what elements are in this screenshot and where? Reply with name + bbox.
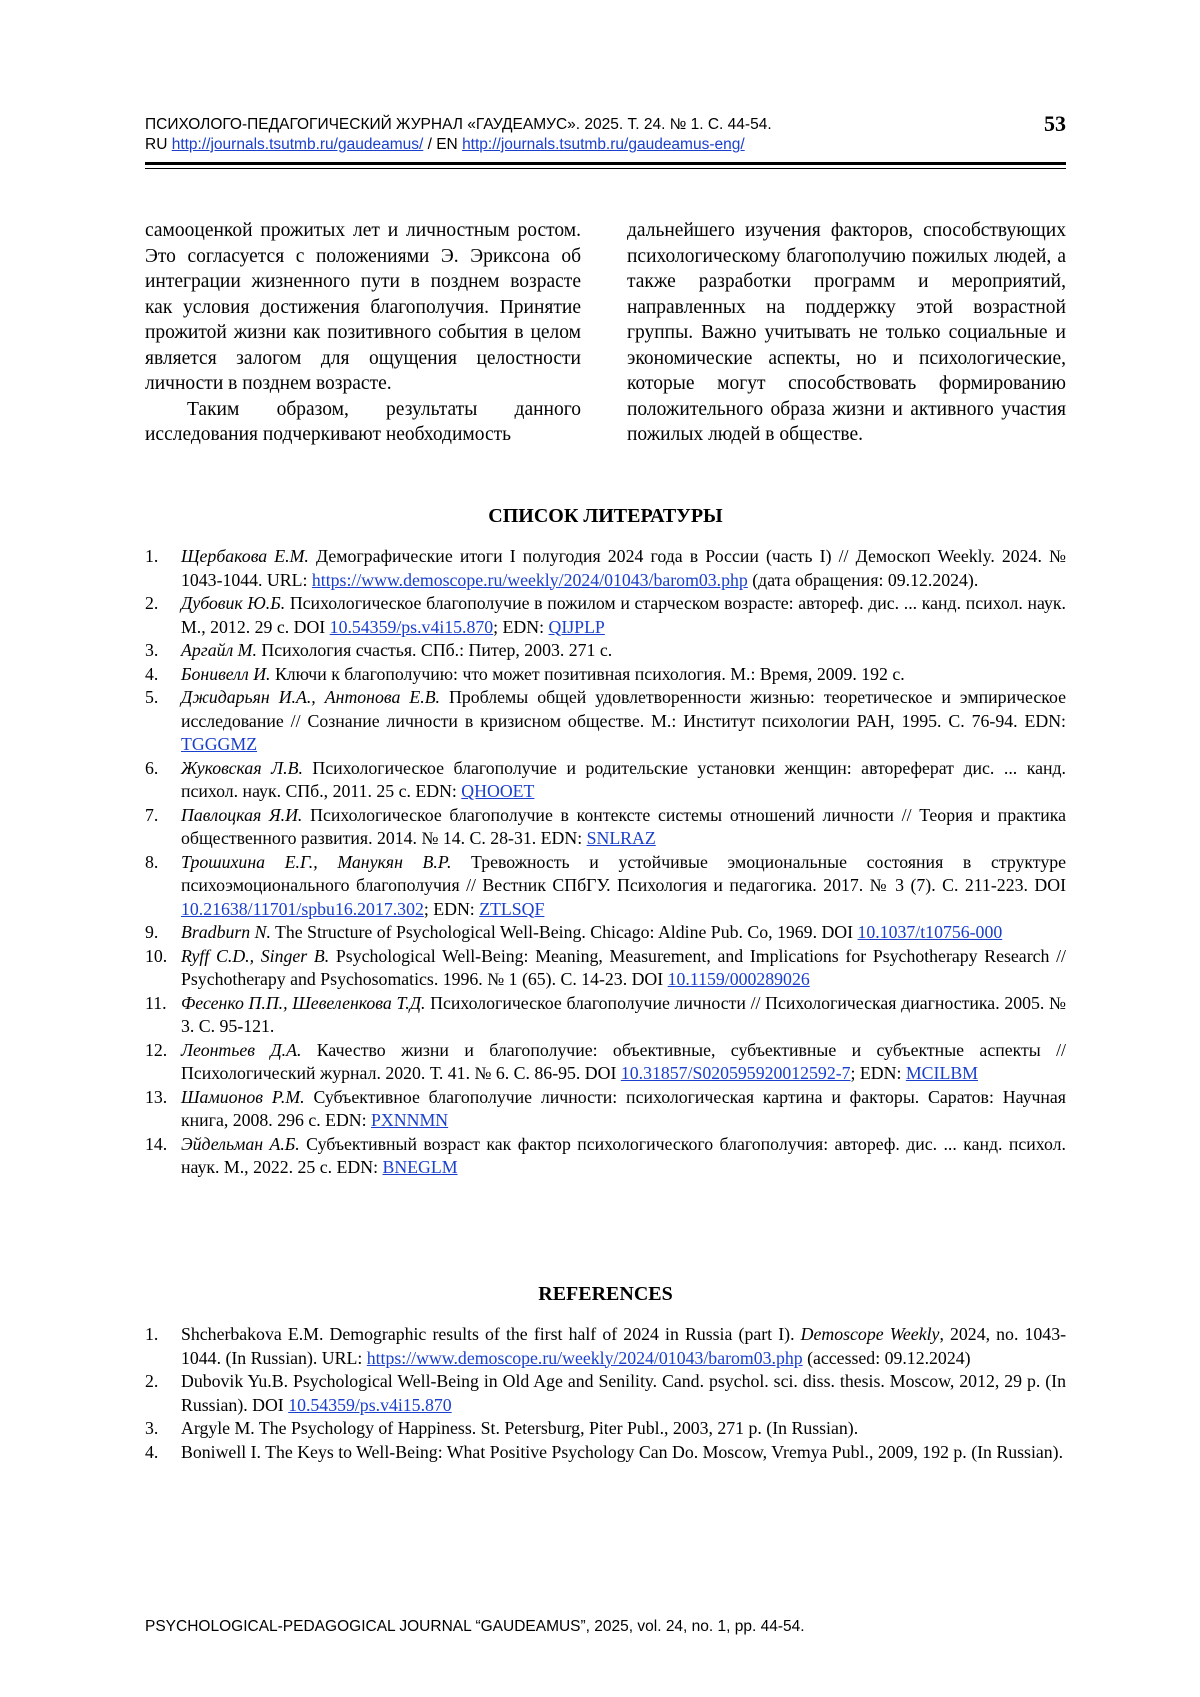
reference-link[interactable]: 10.54359/ps.v4i15.870: [329, 616, 494, 637]
reference-number: 11.: [145, 992, 167, 1013]
reference-item: [145, 804, 1066, 851]
reference-author: Павлоцкая Я.И.: [181, 804, 303, 825]
en-references-list: [145, 1323, 1066, 1464]
reference-journal: Demoscope Weekly: [800, 1324, 940, 1344]
reference-link[interactable]: https://www.demoscope.ru/weekly/2024/01043/barom03.php: [366, 1347, 803, 1368]
reference-item: [145, 1417, 1066, 1441]
reference-item: [145, 992, 1066, 1039]
reference-number: 10.: [145, 945, 168, 966]
reference-number: 9.: [145, 922, 159, 942]
reference-tail: ; EDN:: [423, 898, 480, 919]
reference-link[interactable]: SNLRAZ: [586, 828, 656, 848]
reference-number: 4.: [145, 663, 159, 684]
ru-label: RU: [145, 136, 168, 153]
reference-text: Тревожность и устойчивые эмоциональные состояния в структуре психоэмоционального благополучия // Вестник СПбГУ. Психология и педагогика. 2017. № 3 (7). С. 211-223. DOI: [181, 851, 1066, 895]
reference-item: [145, 663, 1066, 687]
reference-author: Эйдельман А.Б.: [181, 1133, 300, 1154]
reference-author: Бонивелл И.: [181, 663, 271, 684]
reference-text: Субъективное благополучие личности: психологическая картина и факторы. Саратов: Научная книга, 2008. 296 с. EDN:: [181, 1086, 1066, 1130]
reference-number: 8.: [145, 851, 159, 872]
url-separator: / EN: [423, 136, 463, 153]
reference-link[interactable]: https://www.demoscope.ru/weekly/2024/01043/barom03.php: [311, 569, 748, 590]
reference-author: Трошихина Е.Г., Манукян В.Р.: [181, 851, 452, 872]
reference-number: 1.: [145, 546, 159, 566]
reference-tail: ; EDN:: [493, 616, 549, 637]
reference-item: [145, 1039, 1066, 1086]
reference-text: Argyle M. The Psychology of Happiness. St. Petersburg, Piter Publ., 2003, 271 p. (In Russian).: [181, 1418, 859, 1438]
ru-references-heading: СПИСОК ЛИТЕРАТУРЫ: [488, 505, 723, 527]
body-paragraph: дальнейшего изучения факторов, способствующих психологическому благополучию пожилых людей, а также разработки программ и мероприятий, направленных на поддержку этой возрастной группы. Важно учитывать не только социальные и экономические аспекты, но и психологические, которые могут способствовать формированию положительного образа жизни и активного участия пожилых людей в обществе.: [627, 220, 1066, 445]
reference-text: Shcherbakova E.M. Demographic results of the first half of 2024 in Russia (part I).: [181, 1324, 801, 1344]
reference-author: Шамионов Р.М.: [181, 1086, 305, 1107]
reference-link[interactable]: 10.54359/ps.v4i15.870: [288, 1394, 452, 1415]
reference-item: [145, 757, 1066, 804]
reference-item: [145, 851, 1066, 922]
reference-author: Джидарьян И.А., Антонова Е.В.: [181, 687, 440, 707]
reference-number: 14.: [145, 1133, 168, 1154]
en-url-link[interactable]: http://journals.tsutmb.ru/gaudeamus-eng/: [462, 136, 745, 153]
reference-text: Boniwell I. The Keys to Well-Being: What Positive Psychology Can Do. Moscow, Vremya Publ., 2009, 192 p. (In Russian).: [181, 1441, 1064, 1462]
reference-tail: (accessed: 09.12.2024): [802, 1347, 971, 1368]
reference-number: 3.: [145, 640, 159, 660]
reference-author: Фесенко П.П., Шевеленкова Т.Д.: [181, 992, 426, 1013]
page-number: 53: [1044, 111, 1066, 136]
reference-number: 2.: [145, 593, 159, 613]
body-paragraph: Таким образом, результаты данного исследования подчеркивают необходимость: [145, 398, 581, 445]
reference-link[interactable]: MCILBM: [905, 1063, 978, 1083]
reference-item: [145, 545, 1066, 592]
reference-author: Щербакова Е.М.: [181, 546, 309, 566]
reference-author: Дубовик Ю.Б.: [181, 593, 286, 613]
body-column-left: [145, 218, 581, 448]
reference-link[interactable]: TGGGMZ: [181, 734, 258, 754]
reference-text: Dubovik Yu.B. Psychological Well-Being in Old Age and Senility. Cand. psychol. sci. diss. thesis. Moscow, 2012, 29 p. (In Russian). DOI: [181, 1371, 1066, 1415]
reference-number: 7.: [145, 804, 159, 825]
reference-number: 12.: [145, 1039, 168, 1060]
reference-link[interactable]: 10.1037/t10756-000: [857, 922, 1003, 942]
reference-tail: ; EDN:: [850, 1063, 906, 1083]
body-column-right: [627, 218, 1066, 448]
reference-text: Проблемы общей удовлетворенности жизнью: теоретическое и эмпирическое исследование // Сознание личности в кризисном обществе. М.: Институт психологии РАН, 1995. С. 76-94. EDN:: [181, 687, 1066, 731]
reference-text: Психология счастья. СПб.: Питер, 2003. 271 с.: [256, 640, 613, 660]
journal-urls: [145, 135, 1065, 155]
reference-number: 6.: [145, 757, 159, 778]
reference-author: Bradburn N.: [181, 922, 271, 942]
running-header: [145, 115, 1065, 155]
reference-tail: (дата обращения: 09.12.2024).: [747, 569, 979, 590]
ru-references-list: [145, 545, 1066, 1180]
reference-link[interactable]: 10.21638/11701/spbu16.2017.302: [181, 898, 424, 919]
reference-text: Психологическое благополучие и родительские установки женщин: автореферат дис. ... канд. психол. наук. СПб., 2011. 25 с. EDN:: [181, 757, 1067, 801]
reference-item: [145, 1323, 1066, 1370]
reference-item: [145, 592, 1066, 639]
header-rule-thin: [145, 168, 1066, 169]
reference-text: Психологическое благополучие в контексте системы отношений личности // Теория и практика общественного развития. 2014. № 14. С. 28-31. EDN:: [181, 804, 1066, 848]
reference-text: Субъективный возраст как фактор психологического благополучия: автореф. дис. ... канд. психол. наук. М., 2022. 25 с. EDN:: [181, 1133, 1066, 1177]
reference-number: 4.: [145, 1441, 159, 1462]
reference-number: 13.: [145, 1086, 168, 1107]
reference-item: [145, 1086, 1066, 1133]
reference-number: 1.: [145, 1324, 159, 1344]
en-references-heading: REFERENCES: [538, 1283, 673, 1305]
reference-number: 2.: [145, 1371, 159, 1391]
reference-item: [145, 686, 1066, 757]
reference-author: Жуковская Л.В.: [181, 757, 303, 778]
reference-item: [145, 639, 1066, 663]
running-footer: PSYCHOLOGICAL-PEDAGOGICAL JOURNAL “GAUDEAMUS”, 2025, vol. 24, no. 1, pp. 44-54.: [145, 1618, 805, 1635]
reference-link[interactable]: BNEGLM: [382, 1157, 458, 1177]
reference-link[interactable]: ZTLSQF: [479, 898, 545, 919]
body-paragraph: самооценкой прожитых лет и личностным ростом. Это согласуется с положениями Э. Эриксона об интеграции жизненного пути в позднем возрасте как условия достижения благополучия. Принятие прожитой жизни как позитивного события в целом является залогом для ощущения целостности личности в позднем возрасте.: [145, 220, 581, 394]
ru-url-link[interactable]: http://journals.tsutmb.ru/gaudeamus/: [171, 136, 424, 153]
reference-author: Аргайл М.: [181, 640, 257, 660]
reference-item: [145, 1370, 1066, 1417]
reference-link[interactable]: 10.1159/000289026: [667, 969, 810, 989]
reference-link[interactable]: QIJPLP: [548, 616, 605, 637]
reference-number: 3.: [145, 1418, 159, 1438]
reference-text: , 2024, no. 1043-1044. (In Russian). URL:: [181, 1324, 1066, 1368]
reference-link[interactable]: PXNNMN: [371, 1110, 449, 1130]
reference-text: Качество жизни и благополучие: объективные, субъективные и субъектные аспекты // Психологический журнал. 2020. Т. 41. № 6. С. 86-95. DOI: [181, 1039, 1066, 1083]
reference-item: [145, 921, 1066, 945]
reference-item: [145, 1441, 1066, 1465]
reference-link[interactable]: QHOOET: [461, 781, 535, 801]
reference-link[interactable]: 10.31857/S020595920012592-7: [620, 1063, 851, 1083]
reference-text: Демографические итоги I полугодия 2024 года в России (часть I) // Демоскоп Weekly. 2024. № 1043-1044. URL:: [181, 546, 1066, 590]
reference-author: Ryff C.D., Singer B.: [181, 945, 330, 966]
reference-item: [145, 1133, 1066, 1180]
header-rule: [145, 162, 1066, 165]
journal-citation: ПСИХОЛОГО-ПЕДАГОГИЧЕСКИЙ ЖУРНАЛ «ГАУДЕАМУС». 2025. Т. 24. № 1. С. 44-54.: [145, 116, 772, 133]
reference-text: Психологическое благополучие в пожилом и старческом возрасте: автореф. дис. ... канд. психол. наук. М., 2012. 29 с. DOI: [181, 593, 1066, 637]
reference-item: [145, 945, 1066, 992]
reference-text: Psychological Well-Being: Meaning, Measurement, and Implications for Psychotherapy Research // Psychotherapy and Psychosomatics. 1996. № 1 (65). С. 14-23. DOI: [181, 945, 1066, 989]
reference-text: The Structure of Psychological Well-Being. Chicago: Aldine Pub. Co, 1969. DOI: [270, 922, 858, 942]
reference-text: Психологическое благополучие личности // Психологическая диагностика. 2005. № 3. С. 95-121.: [181, 992, 1066, 1036]
reference-author: Леонтьев Д.А.: [181, 1039, 302, 1060]
reference-number: 5.: [145, 687, 159, 707]
reference-text: Ключи к благополучию: что может позитивная психология. М.: Время, 2009. 192 с.: [270, 663, 905, 684]
